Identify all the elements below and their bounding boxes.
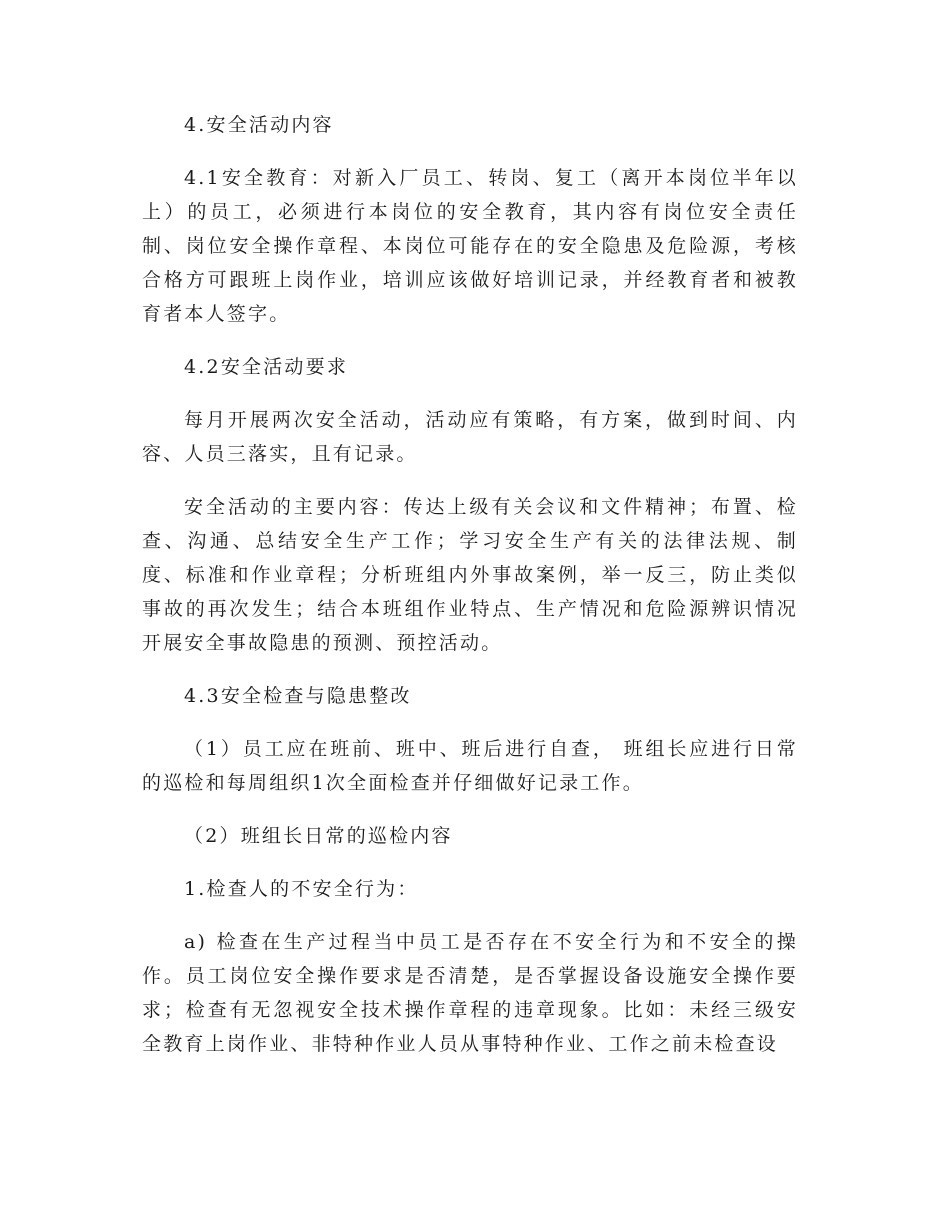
paragraph-safety-education: 4.1安全教育：对新入厂员工、转岗、复工（离开本岗位半年以上）的员工，必须进行本岗位的安全教育，其内容有岗位安全责任制、岗位安全操作章程、本岗位可能存在的安全隐患及危险源，考核合格方可跟班上岗作业，培训应该做好培训记录，并经教育者和被教育者本人签字。 [142,167,798,325]
paragraph-unsafe-behavior-detail: a) 检查在生产过程当中员工是否存在不安全行为和不安全的操作。员工岗位安全操作要求是否清楚，是否掌握设备设施安全操作要求；检查有无忽视安全技术操作章程的违章现象。比如：未经三级安全教育上岗作业、非特种作业人员从事特种作业、工作之前未检查设 [142,931,798,1055]
paragraph-unsafe-behavior-heading: 1.检查人的不安全行为： [184,878,419,900]
paragraph-activity-requirements: 每月开展两次安全活动，活动应有策略，有方案，做到时间、内容、人员三落实，且有记录。 [142,409,798,465]
paragraph-daily-patrol-heading: （2）班组长日常的巡检内容 [184,825,453,847]
document-body [142,108,798,1080]
section-heading-4-3: 4.3安全检查与隐患整改 [184,685,412,707]
paragraph-activity-main-content: 安全活动的主要内容：传达上级有关会议和文件精神；布置、检查、沟通、总结安全生产工作；学习安全生产有关的法律法规、制度、标准和作业章程；分析班组内外事故案例，举一反三，防止类似事故的再次发生；结合本班组作业特点、生产情况和危险源辨识情况开展安全事故隐患的预测、预控活动。 [142,496,798,654]
paragraph-self-inspection: （1）员工应在班前、班中、班后进行自查， 班组长应进行日常的巡检和每周组织1次全面检查并仔细做好记录工作。 [142,738,798,794]
section-heading-4: 4.安全活动内容 [184,114,334,136]
section-heading-4-2: 4.2安全活动要求 [184,356,349,378]
